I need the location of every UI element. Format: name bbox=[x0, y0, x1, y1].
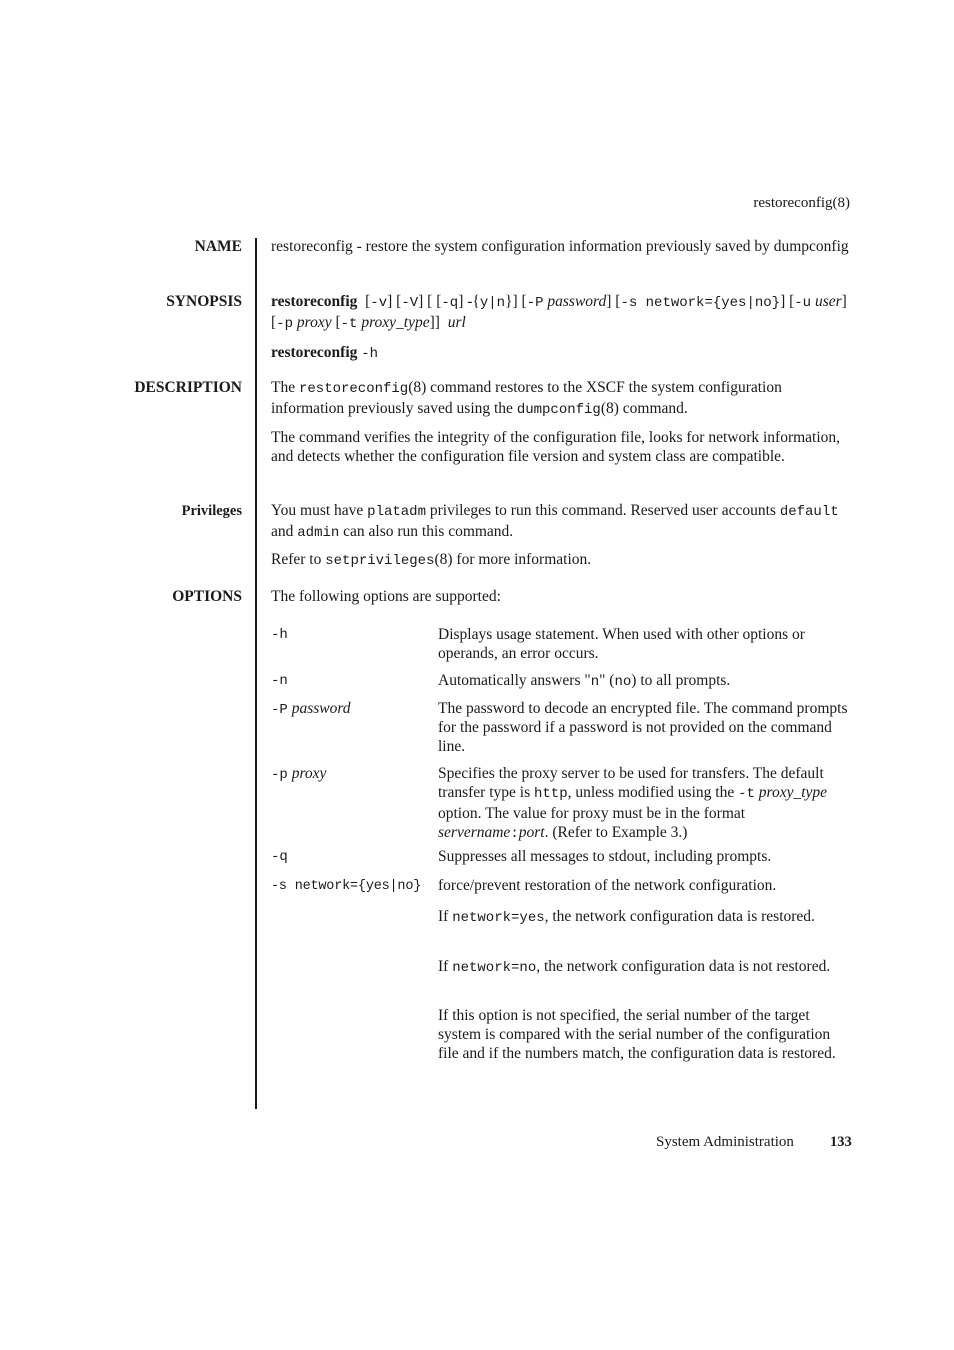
synopsis-bracket: ]] bbox=[429, 314, 440, 331]
synopsis-bracket: [ bbox=[335, 314, 341, 331]
command-setprivileges: setprivileges bbox=[325, 553, 435, 569]
footer-book-title: System Administration bbox=[656, 1134, 794, 1150]
running-header: restoreconfig(8) bbox=[753, 195, 850, 211]
option-p bbox=[271, 764, 436, 785]
text-run: " ( bbox=[599, 672, 615, 689]
text-run: (8) command restores to the XSCF the system configuration information previously saved using the bbox=[271, 379, 782, 417]
synopsis-help-line bbox=[271, 343, 851, 364]
arg-proxy-type: proxy_type bbox=[758, 784, 828, 801]
text-run: The bbox=[271, 379, 299, 396]
account-default: default bbox=[779, 504, 839, 520]
synopsis-password: password bbox=[547, 293, 607, 310]
code-n: n bbox=[590, 674, 600, 690]
text-run: Refer to bbox=[271, 551, 326, 568]
synopsis-url: url bbox=[447, 314, 466, 331]
arg-port: port bbox=[518, 824, 545, 841]
synopsis-bracket: [ bbox=[365, 293, 371, 310]
synopsis-command-2: restoreconfig bbox=[271, 344, 358, 361]
option-p-flag: -p bbox=[271, 767, 288, 783]
synopsis-bracket: ] [ bbox=[606, 293, 621, 310]
text-run: . (Refer to Example 3.) bbox=[544, 824, 688, 841]
option-h-description: Displays usage statement. When used with other options or operands, an error occurs. bbox=[438, 626, 805, 662]
synopsis-opt-u: -u bbox=[794, 295, 812, 311]
command-restoreconfig: restoreconfig bbox=[298, 381, 409, 397]
synopsis-opt-v: -v bbox=[370, 295, 388, 311]
page-number: 133 bbox=[830, 1134, 852, 1150]
synopsis-text bbox=[271, 292, 851, 334]
text-run: (8) for more information. bbox=[434, 551, 592, 568]
code-network-no: network=no bbox=[452, 960, 537, 976]
description-paragraph-2: The command verifies the integrity of the configuration file, looks for network information, and detects whether the configuration file version and system class are compatible. bbox=[271, 429, 841, 465]
option-q: -q bbox=[271, 849, 288, 865]
text-run: option. The value for proxy must be in the format bbox=[438, 805, 746, 822]
code-colon: : bbox=[510, 826, 519, 842]
text-run: ) to all prompts. bbox=[631, 672, 731, 689]
synopsis-proxy-type: proxy_type bbox=[361, 314, 430, 331]
description-paragraph-1 bbox=[271, 378, 851, 420]
option-P-flag: -P bbox=[271, 702, 288, 718]
options-intro: The following options are supported: bbox=[271, 588, 501, 605]
option-p-arg: proxy bbox=[291, 765, 327, 782]
synopsis-bracket: ] -{ bbox=[458, 293, 480, 310]
synopsis-opt-h: -h bbox=[361, 346, 379, 362]
synopsis-bracket: }] [ bbox=[505, 293, 527, 310]
text-run: (8) command. bbox=[600, 400, 688, 417]
section-label-name: NAME bbox=[194, 238, 242, 255]
synopsis-opt-s: -s network={yes|no} bbox=[620, 295, 781, 311]
synopsis-bracket: ] [ [ bbox=[418, 293, 442, 310]
synopsis-user: user bbox=[814, 293, 842, 310]
code-network-yes: network=yes bbox=[452, 910, 545, 926]
option-s-description-3 bbox=[438, 957, 852, 978]
text-run: You must have bbox=[271, 502, 368, 519]
option-s-description-1: force/prevent restoration of the network configuration. bbox=[438, 877, 777, 894]
option-p-description bbox=[438, 764, 852, 844]
text-run: If bbox=[438, 958, 453, 975]
synopsis-bracket: ] [ bbox=[271, 293, 847, 331]
synopsis-bracket: ] [ bbox=[780, 293, 795, 310]
synopsis-bracket: ] [ bbox=[387, 293, 402, 310]
synopsis-command: restoreconfig bbox=[271, 293, 358, 310]
section-label-description: DESCRIPTION bbox=[134, 379, 242, 396]
text-run: and bbox=[271, 523, 298, 540]
synopsis-yn: y|n bbox=[479, 295, 506, 311]
synopsis-opt-t: -t bbox=[340, 316, 358, 332]
arg-servername: servername bbox=[438, 824, 511, 841]
text-run: can also run this command. bbox=[339, 523, 514, 540]
privileges-paragraph-2 bbox=[271, 550, 851, 571]
text-run: Automatically answers " bbox=[438, 672, 591, 689]
synopsis-opt-P: -P bbox=[526, 295, 544, 311]
option-h: -h bbox=[271, 627, 288, 643]
option-n-description bbox=[438, 671, 852, 692]
option-s-description-2 bbox=[438, 907, 852, 928]
synopsis-proxy: proxy bbox=[296, 314, 332, 331]
section-label-synopsis: SYNOPSIS bbox=[166, 293, 242, 310]
option-P bbox=[271, 699, 436, 720]
section-label-privileges: Privileges bbox=[181, 503, 242, 519]
account-admin: admin bbox=[297, 525, 340, 541]
privilege-platadm: platadm bbox=[367, 504, 426, 520]
text-run: , the network configuration data is restored. bbox=[544, 908, 815, 925]
text-run: Specifies the proxy server to be used for transfers. The default transfer type is bbox=[438, 765, 824, 801]
text-run: privileges to run this command. Reserved user accounts bbox=[425, 502, 780, 519]
option-P-arg: password bbox=[291, 700, 351, 717]
code-t: -t bbox=[738, 786, 755, 802]
section-rule bbox=[255, 238, 257, 1109]
option-n: -n bbox=[271, 673, 288, 689]
synopsis-opt-V: -V bbox=[401, 295, 419, 311]
option-s: -s network={yes|no} bbox=[271, 879, 422, 894]
text-run: , unless modified using the bbox=[567, 784, 739, 801]
text-run: If bbox=[438, 908, 453, 925]
privileges-paragraph-1 bbox=[271, 501, 851, 543]
option-s-description-4: If this option is not specified, the serial number of the target system is compared with the serial number of the configuration file and if the numbers match, the configuration data is restored. bbox=[438, 1007, 836, 1062]
name-text: restoreconfig - restore the system configuration information previously saved by dumpconfig bbox=[271, 238, 849, 255]
section-label-options: OPTIONS bbox=[172, 588, 242, 605]
option-P-description: The password to decode an encrypted file. The command prompts for the password if a password is not provided on the command line. bbox=[438, 700, 848, 755]
command-dumpconfig: dumpconfig bbox=[516, 402, 601, 418]
code-no: no bbox=[614, 674, 632, 690]
synopsis-opt-p: -p bbox=[276, 316, 293, 332]
text-run: , the network configuration data is not restored. bbox=[536, 958, 831, 975]
option-q-description: Suppresses all messages to stdout, including prompts. bbox=[438, 848, 772, 865]
code-http: http bbox=[533, 786, 568, 802]
synopsis-opt-q: -q bbox=[441, 295, 459, 311]
